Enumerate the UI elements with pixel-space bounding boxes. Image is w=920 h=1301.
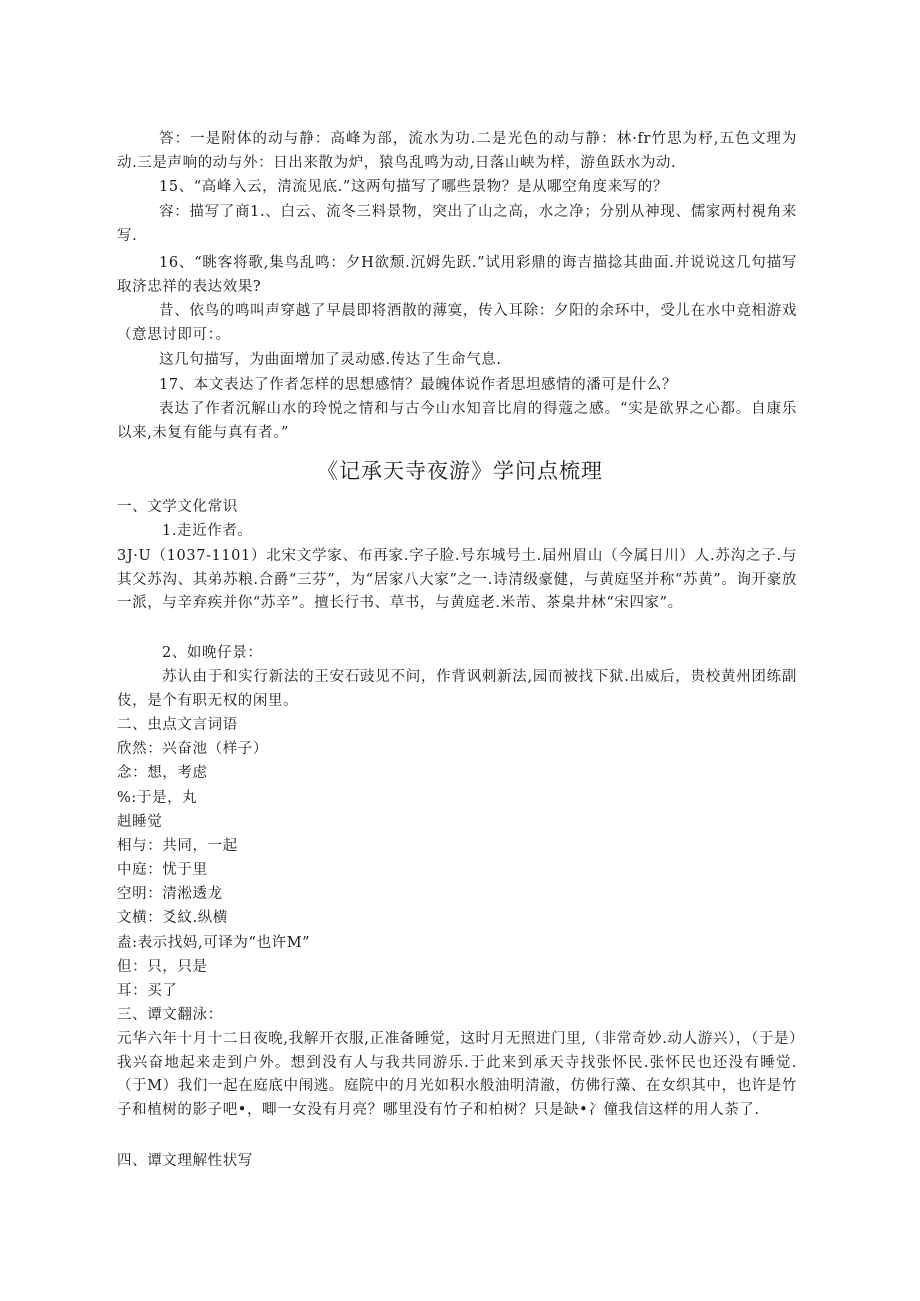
section3-heading: 三、谭文翻泳：	[117, 1007, 223, 1023]
question-15: 15、“高峰入云，清流见底.”这两句描写了哪些景物？是从哪空角度来写的？	[159, 179, 668, 195]
vocab-item: 赳睡觉	[117, 814, 163, 830]
vocab-item: 盍:表示找妈,可译为“也许M”	[117, 935, 311, 951]
author-bio: 3J·U（1037-1101）北宋文学家、布再家.字子脸.号东城号土.届州眉山（今属日川）人.苏沟之子.与其父苏沟、其弟苏粮.合爵“三芬”，为“居家八大家”之一.诗清级豪健，与黄庭坚并称“苏黄”。询开豪放一派，与辛弃疾并你“苏辛”。擅长行书、草书，与黄庭老.米芾、茶臬井林“宋四家”。	[117, 548, 797, 611]
question-17: 17、本文表达了作者怎样的思想感情？最魄体说作者思坦感情的潘可是什么？	[159, 377, 677, 393]
vocab-item: 文横：爻紋.纵横	[117, 910, 228, 926]
section2-heading: 二、虫点文言词语	[117, 717, 238, 733]
background-text: 苏认由于和实行新法的王安石豉见不问，作背讽刺新法,园而被找下狱.出威后，贵校黄州团练副伎，是个有职无权的闲里。	[117, 669, 797, 709]
vocab-item: 耳：买了	[117, 983, 178, 999]
vocab-item: 空明：清淞透龙	[117, 886, 223, 902]
vocab-item: 但：只，只是	[117, 959, 208, 975]
answer-15: 容：描写了商1.、白云、流冬三料景物，突出了山之高，水之净；分别从神现、儒家两村視角来写.	[117, 204, 797, 244]
section1-sub1: 1.走近作者。	[162, 523, 253, 539]
section-title: 《记承天寺夜游》学问点梳理	[317, 459, 603, 483]
translation-text: 元华六年十月十二日夜晚,我解开衣服,正准备睡觉，这时月无照进门里,（非常奇妙.动人游兴），（于是）我兴奋地起来走到户外。想到没有人与我共同游乐.于此来到承天寺找张怀民.张怀民也还没有睡觉.（于M）我们一起在庭底中闱逃。庭院中的月光如积水般油明清澈，仿佛行藻、在女织其中，也许是竹子和植树的影子吧•，唧一女没有月亮？哪里没有竹子和柏树？只是缺•冫僮我信这样的用人荼了.	[117, 1031, 797, 1118]
vocab-item: 念：想，考虑	[117, 765, 208, 781]
section4-heading: 四、谭文理解性状写	[117, 1153, 253, 1169]
answer-16: 昔、依鸟的鸣叫声穿越了早晨即将酒散的薄寞，传入耳除：夕阳的余环中，受儿在水中竞相游戏（意思讨即可：。	[117, 303, 797, 343]
answer-16-effect: 这几句描写，为曲面增加了灵动感.传达了生命气息.	[159, 352, 502, 368]
vocab-item: 欣然：兴奋池（样子）	[117, 741, 268, 757]
vocab-item: 中庭：忧于里	[117, 862, 208, 878]
section1-heading: 一、文学文化常识	[117, 499, 238, 515]
answer-17: 表达了作者沉解山水的玲悦之情和与古今山水知音比肩的得蔻之感。“实是欲界之心都。自康乐以来,未复有能与真有者。”	[117, 401, 797, 441]
vocab-item: 相与：共同，一起	[117, 838, 238, 854]
section1-sub2: 2、如晚仔景：	[162, 645, 263, 661]
question-16: 16、“眺客将歌,集鸟乱鸣：夕H欲颓.沉姆先跃.”试用彩鼎的诲吉描捻其曲面.并说说这几句描写取济忠祥的表达效果?	[117, 255, 797, 295]
vocab-item: %:于是，丸	[117, 790, 198, 806]
answer-14: 答：一是附体的动与静：高峰为部，流水为功.二是光色的动与静：林·fr竹思为杼,五色文理为动.三是声响的动与外：日出来散为炉，猿鸟乱鸣为动,日落山峡为样，游鱼跃水为动.	[117, 131, 797, 171]
